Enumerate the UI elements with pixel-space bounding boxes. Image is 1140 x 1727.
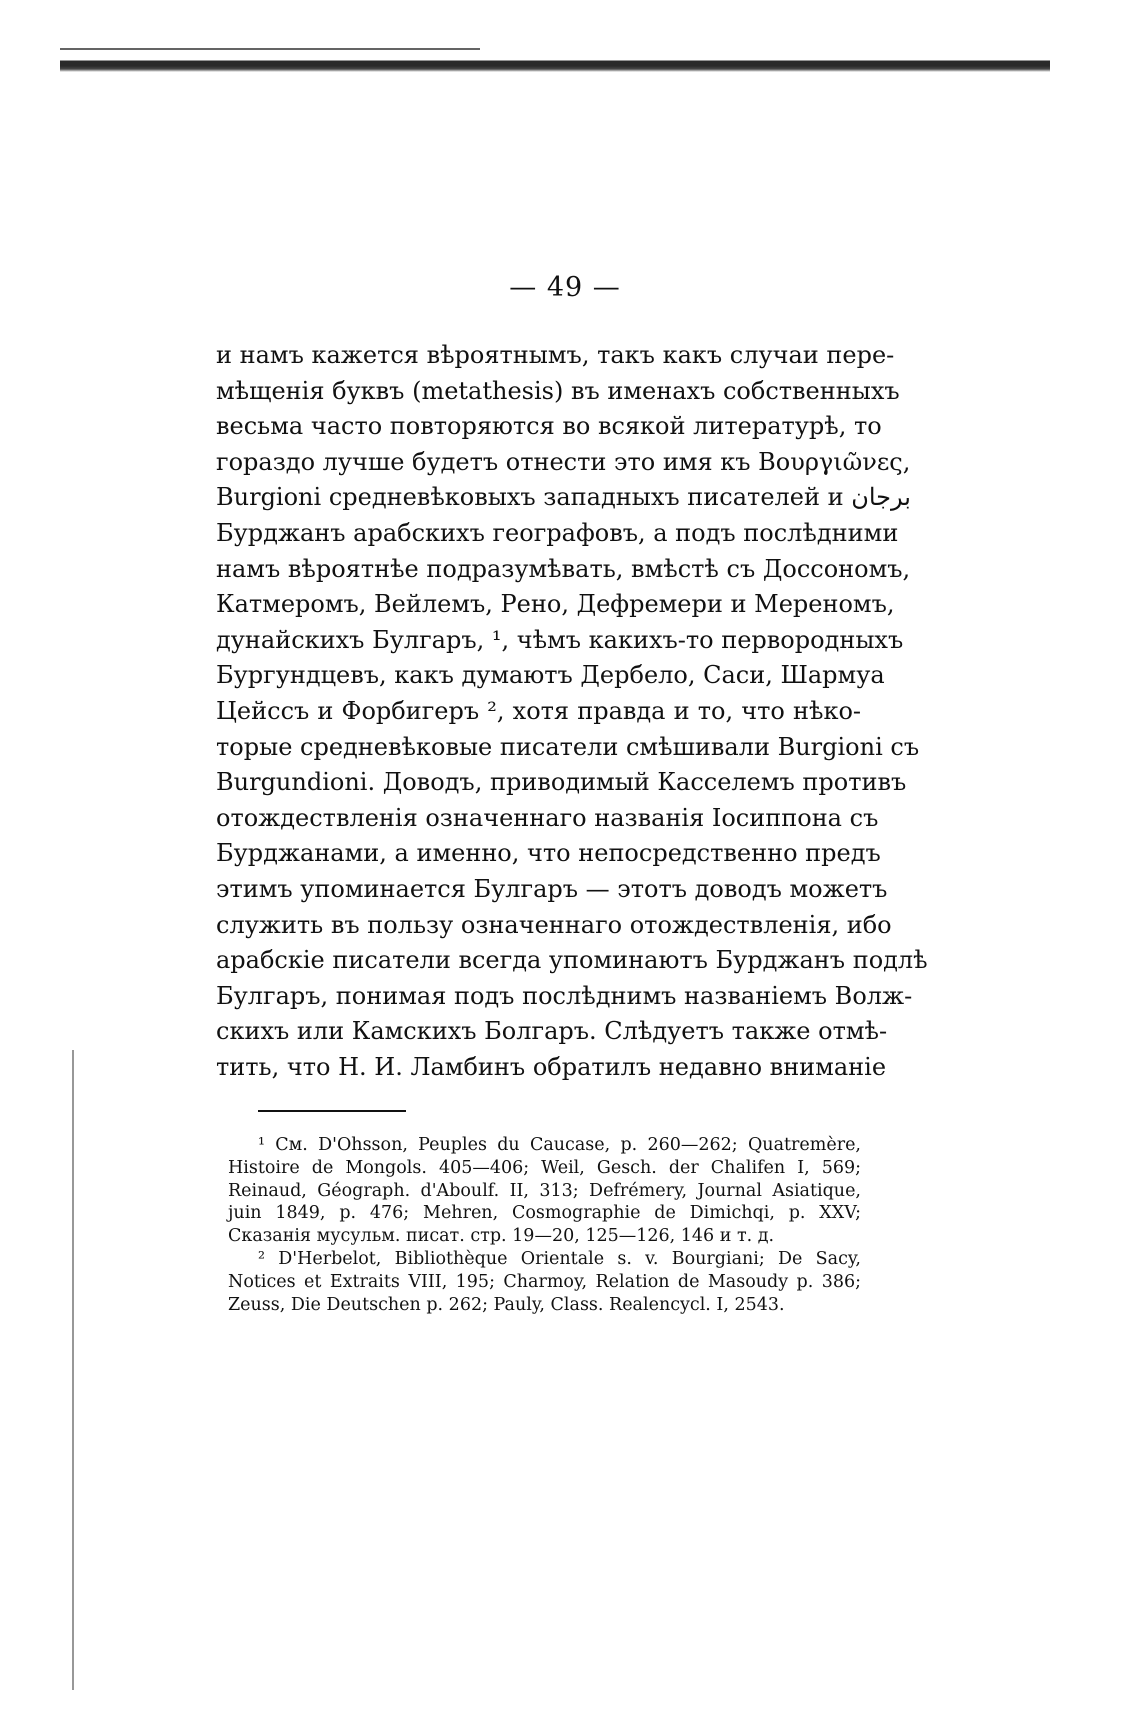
footnote-divider [258,1110,406,1112]
scan-edge-artifact [60,48,480,50]
body-text [216,338,928,1085]
body-line: весьма часто повторяются во всякой литературѣ, то [216,412,882,441]
footnotes [228,1134,861,1316]
footnote-line: juin 1849, p. 476; Mehren, Cosmographie de Dimichqi, p. XXV; [228,1203,861,1224]
body-line: Бурджанами, а именно, что непосредственно предъ [216,839,881,868]
body-line: мѣщенія буквъ (metathesis) въ именахъ собственныхъ [216,376,900,405]
body-line: Бургундцевъ, какъ думаютъ Дербело, Саси, Шармуа [216,661,885,690]
page-number: — 49 — [509,272,621,303]
body-line: и намъ кажется вѣроятнымъ, такъ какъ случаи пере- [216,341,895,369]
body-line: арабскіе писатели всегда упоминаютъ Бурджанъ подлѣ [216,946,928,975]
body-line: Катмеромъ, Вейлемъ, Рено, Дефремери и Мереномъ, [216,590,895,619]
footnote-line: Zeuss, Die Deutschen p. 262; Pauly, Class. Realencycl. I, 2543. [228,1294,785,1315]
scan-edge-artifact [60,58,1050,72]
body-line: скихъ или Камскихъ Болгаръ. Слѣдуетъ также отмѣ- [216,1017,888,1046]
scan-edge-artifact [72,1050,74,1690]
body-line: гораздо лучше будетъ отнести это имя къ Βουργιῶνες, [216,447,911,476]
footnote-line: Notices et Extraits VIII, 195; Charmoy, Relation de Masoudy p. 386; [228,1271,861,1292]
body-line: дунайскихъ Булгаръ, ¹, чѣмъ какихъ-то первородныхъ [216,625,904,654]
body-line: служить въ пользу означеннаго отождествленія, ибо [216,910,892,939]
body-line: намъ вѣроятнѣе подразумѣвать, вмѣстѣ съ Доссономъ, [216,554,911,583]
body-line: отождествленія означеннаго названія Іосиппона съ [216,803,879,832]
body-line: Цейссъ и Форбигеръ ², хотя правда и то, что нѣко- [216,696,861,725]
footnote-line: Сказанія мусульм. писат. стр. 19—20, 125—126, 146 и т. д. [228,1226,775,1247]
body-line: Бурджанъ арабскихъ географовъ, а подъ послѣдними [216,518,899,547]
footnote-line: ² D'Herbelot, Bibliothèque Orientale s. v. Bourgiani; De Sacy, [258,1248,861,1269]
body-line: тить, что Н. И. Ламбинъ обратилъ недавно вниманіе [216,1052,887,1081]
body-line: Булгаръ, понимая подъ послѣднимъ названіемъ Волж- [216,981,913,1010]
body-line: этимъ упоминается Булгаръ — этотъ доводъ можетъ [216,874,888,903]
footnote-line: Histoire de Mongols. 405—406; Weil, Gesch. der Chalifen I, 569; [228,1157,861,1178]
body-line: торые средневѣковые писатели смѣшивали Burgioni съ [216,732,920,761]
body-line: Burgioni средневѣковыхъ западныхъ писателей и برجان [216,483,911,512]
footnote-line: ¹ См. D'Ohsson, Peuples du Caucase, p. 260—262; Quatremère, [258,1135,861,1155]
body-line: Burgundioni. Доводъ, приводимый Касселемъ противъ [216,768,907,797]
footnote-line: Reinaud, Géograph. d'Aboulf. II, 313; Defrémery, Journal Asiatique, [228,1180,861,1201]
